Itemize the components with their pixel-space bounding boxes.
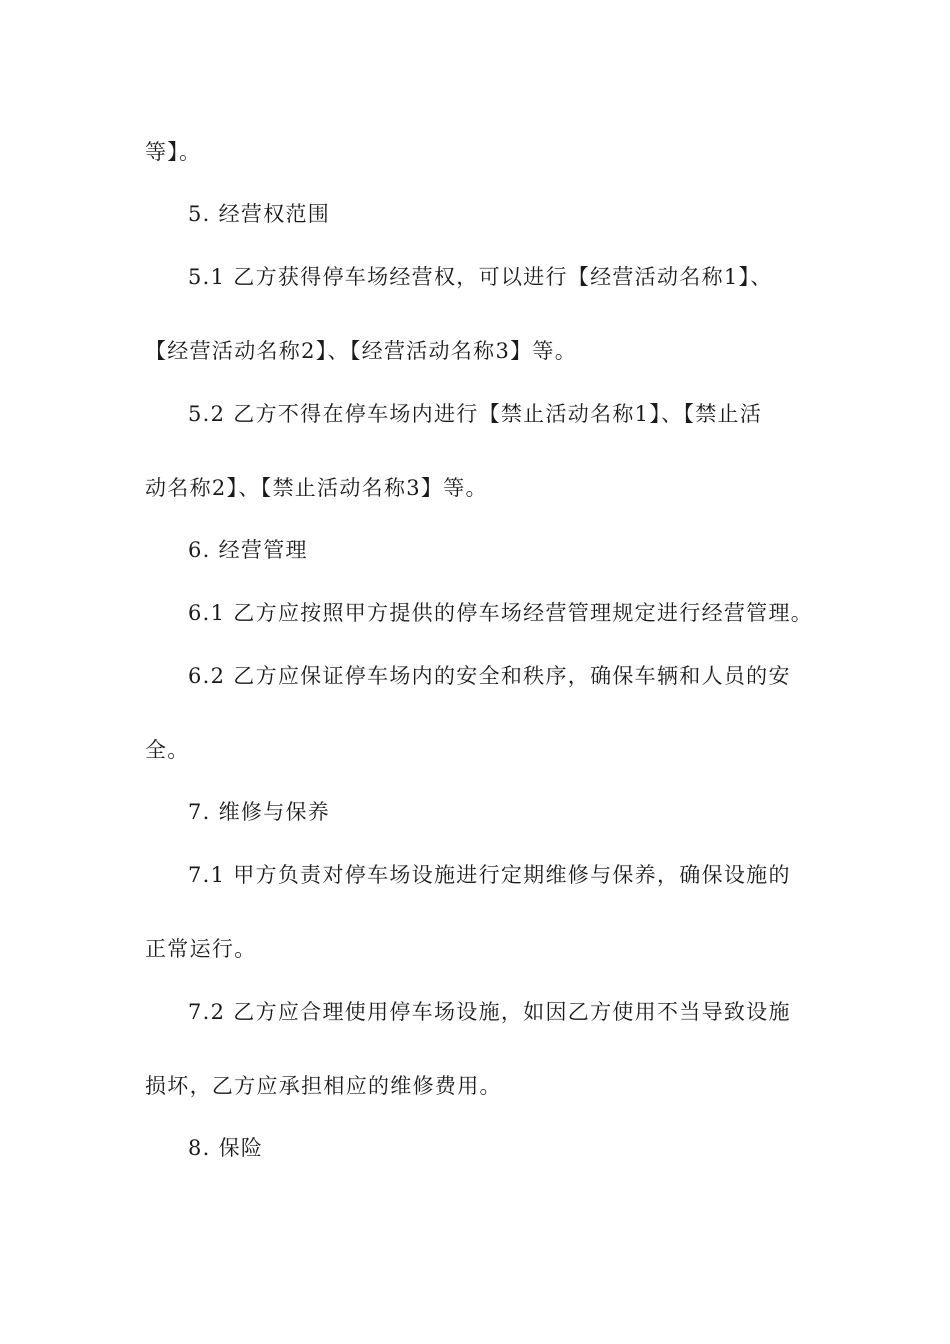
clause-6-1: 6.1 乙方应按照甲方提供的停车场经营管理规定进行经营管理。 xyxy=(188,601,814,625)
clause-6-2-continued: 全。 xyxy=(145,738,190,762)
clause-5-1-continued: 【经营活动名称2】、【经营活动名称3】等。 xyxy=(145,339,578,363)
section-heading-5: 5. 经营权范围 xyxy=(188,202,331,226)
clause-6-2: 6.2 乙方应保证停车场内的安全和秩序，确保车辆和人员的安 xyxy=(188,664,791,688)
clause-7-2-continued: 损坏，乙方应承担相应的维修费用。 xyxy=(145,1074,502,1098)
clause-5-2: 5.2 乙方不得在停车场内进行【禁止活动名称1】、【禁止活 xyxy=(188,402,763,426)
text-line-continuation: 等】。 xyxy=(145,140,202,164)
clause-7-1-continued: 正常运行。 xyxy=(145,937,257,961)
section-heading-6: 6. 经营管理 xyxy=(188,538,308,562)
clause-5-2-continued: 动名称2】、【禁止活动名称3】等。 xyxy=(145,476,488,500)
clause-7-1: 7.1 甲方负责对停车场设施进行定期维修与保养，确保设施的 xyxy=(188,863,791,887)
clause-5-1: 5.1 乙方获得停车场经营权，可以进行【经营活动名称1】、 xyxy=(188,265,773,289)
section-heading-8: 8. 保险 xyxy=(188,1136,264,1160)
section-heading-7: 7. 维修与保养 xyxy=(188,800,331,824)
clause-7-2: 7.2 乙方应合理使用停车场设施，如因乙方使用不当导致设施 xyxy=(188,1000,791,1024)
